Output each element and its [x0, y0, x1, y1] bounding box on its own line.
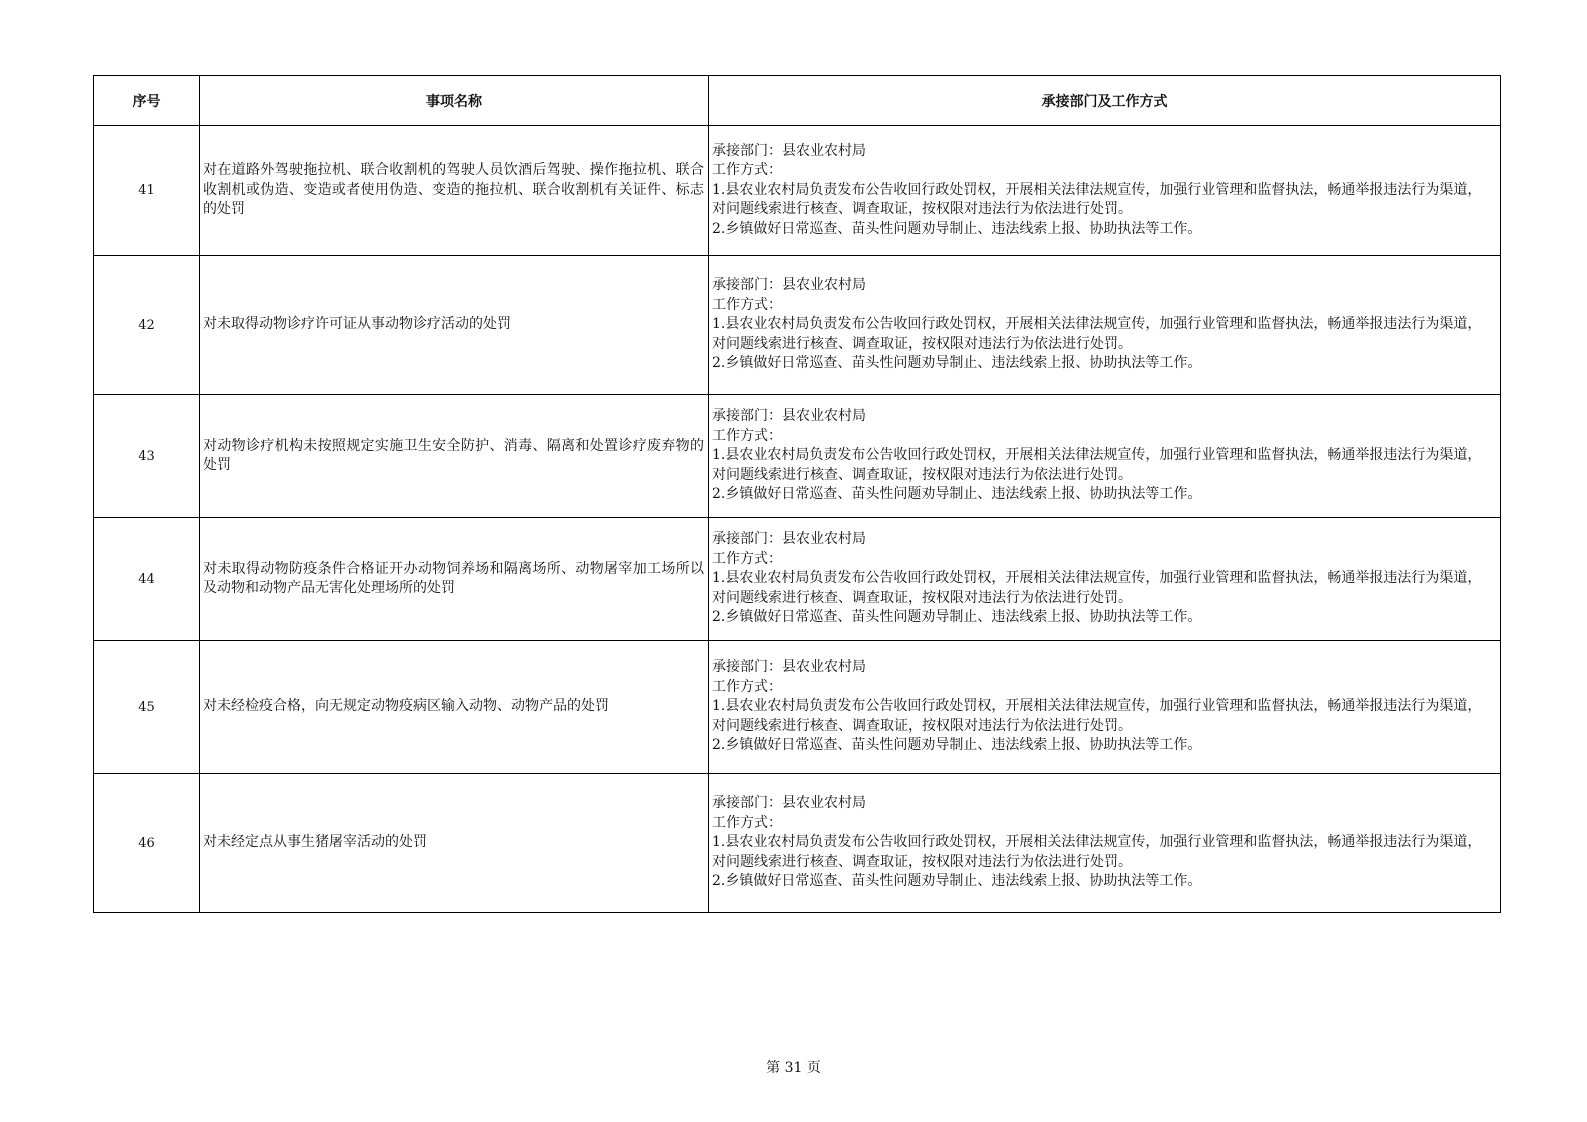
header-serial-number: 序号 — [94, 76, 200, 126]
method-item-2: 2.乡镇做好日常巡查、苗头性问题劝导制止、违法线索上报、协助执法等工作。 — [712, 355, 1202, 372]
method-item-2: 2.乡镇做好日常巡查、苗头性问题劝导制止、违法线索上报、协助执法等工作。 — [712, 220, 1202, 237]
row-department-method — [709, 126, 1501, 256]
department-line: 承接部门：县农业农村局 — [712, 659, 866, 676]
method-item-1: 1.县农业农村局负责发布公告收回行政处罚权，开展相关法律法规宣传，加强行业管理和监督执法，畅通举报违法行为渠道，对问题线索进行核查、调查取证，按权限对违法行为依法进行处罚。 — [712, 181, 1482, 218]
row-department-method — [709, 256, 1501, 395]
method-item-1: 1.县农业农村局负责发布公告收回行政处罚权，开展相关法律法规宣传，加强行业管理和监督执法，畅通举报违法行为渠道，对问题线索进行核查、调查取证，按权限对违法行为依法进行处罚。 — [712, 698, 1482, 734]
method-label: 工作方式： — [712, 296, 782, 313]
row-matter-name: 对未取得动物诊疗许可证从事动物诊疗活动的处罚 — [200, 256, 709, 395]
method-item-1: 1.县农业农村局负责发布公告收回行政处罚权，开展相关法律法规宣传，加强行业管理和监督执法，畅通举报违法行为渠道，对问题线索进行核查、调查取证，按权限对违法行为依法进行处罚。 — [712, 447, 1482, 483]
method-label: 工作方式： — [712, 550, 782, 567]
method-item-1: 1.县农业农村局负责发布公告收回行政处罚权，开展相关法律法规宣传，加强行业管理和监督执法，畅通举报违法行为渠道，对问题线索进行核查、调查取证，按权限对违法行为依法进行处罚。 — [712, 316, 1482, 352]
method-label: 工作方式： — [712, 678, 782, 695]
method-item-2: 2.乡镇做好日常巡查、苗头性问题劝导制止、违法线索上报、协助执法等工作。 — [712, 486, 1202, 503]
header-matter-name: 事项名称 — [200, 76, 709, 126]
row-department-method — [709, 641, 1501, 774]
row-serial-number: 45 — [94, 641, 200, 774]
matters-table — [93, 75, 1501, 913]
department-line: 承接部门：县农业农村局 — [712, 795, 866, 812]
row-matter-name: 对未取得动物防疫条件合格证开办动物饲养场和隔离场所、动物屠宰加工场所以及动物和动物产品无害化处理场所的处罚 — [200, 518, 709, 641]
row-matter-name: 对在道路外驾驶拖拉机、联合收割机的驾驶人员饮酒后驾驶、操作拖拉机、联合收割机或伪造、变造或者使用伪造、变造的拖拉机、联合收割机有关证件、标志的处罚 — [200, 126, 709, 256]
department-line: 承接部门：县农业农村局 — [712, 142, 866, 159]
method-item-2: 2.乡镇做好日常巡查、苗头性问题劝导制止、违法线索上报、协助执法等工作。 — [712, 609, 1202, 626]
department-line: 承接部门：县农业农村局 — [712, 408, 866, 425]
table-row — [94, 395, 1501, 518]
row-serial-number: 43 — [94, 395, 200, 518]
row-serial-number: 41 — [94, 126, 200, 256]
method-label: 工作方式： — [712, 162, 782, 179]
row-matter-name: 对未经检疫合格，向无规定动物疫病区输入动物、动物产品的处罚 — [200, 641, 709, 774]
row-matter-name: 对动物诊疗机构未按照规定实施卫生安全防护、消毒、隔离和处置诊疗废弃物的处罚 — [200, 395, 709, 518]
table-row — [94, 641, 1501, 774]
table-row — [94, 518, 1501, 641]
row-serial-number: 42 — [94, 256, 200, 395]
header-department-method: 承接部门及工作方式 — [709, 76, 1501, 126]
method-item-1: 1.县农业农村局负责发布公告收回行政处罚权，开展相关法律法规宣传，加强行业管理和监督执法，畅通举报违法行为渠道，对问题线索进行核查、调查取证，按权限对违法行为依法进行处罚。 — [712, 570, 1482, 606]
method-item-1: 1.县农业农村局负责发布公告收回行政处罚权，开展相关法律法规宣传，加强行业管理和监督执法，畅通举报违法行为渠道，对问题线索进行核查、调查取证，按权限对违法行为依法进行处罚。 — [712, 834, 1482, 870]
method-label: 工作方式： — [712, 427, 782, 444]
row-matter-name: 对未经定点从事生猪屠宰活动的处罚 — [200, 774, 709, 913]
row-department-method — [709, 518, 1501, 641]
department-line: 承接部门：县农业农村局 — [712, 277, 866, 294]
row-serial-number: 46 — [94, 774, 200, 913]
method-item-2: 2.乡镇做好日常巡查、苗头性问题劝导制止、违法线索上报、协助执法等工作。 — [712, 873, 1202, 890]
row-department-method — [709, 774, 1501, 913]
row-serial-number: 44 — [94, 518, 200, 641]
table-row — [94, 126, 1501, 256]
method-item-2: 2.乡镇做好日常巡查、苗头性问题劝导制止、违法线索上报、协助执法等工作。 — [712, 737, 1202, 754]
table-header-row — [94, 76, 1501, 126]
table-row — [94, 256, 1501, 395]
row-department-method — [709, 395, 1501, 518]
page-number: 第 31 页 — [766, 1060, 821, 1076]
table-row — [94, 774, 1501, 913]
method-label: 工作方式： — [712, 814, 782, 831]
department-line: 承接部门：县农业农村局 — [712, 531, 866, 548]
